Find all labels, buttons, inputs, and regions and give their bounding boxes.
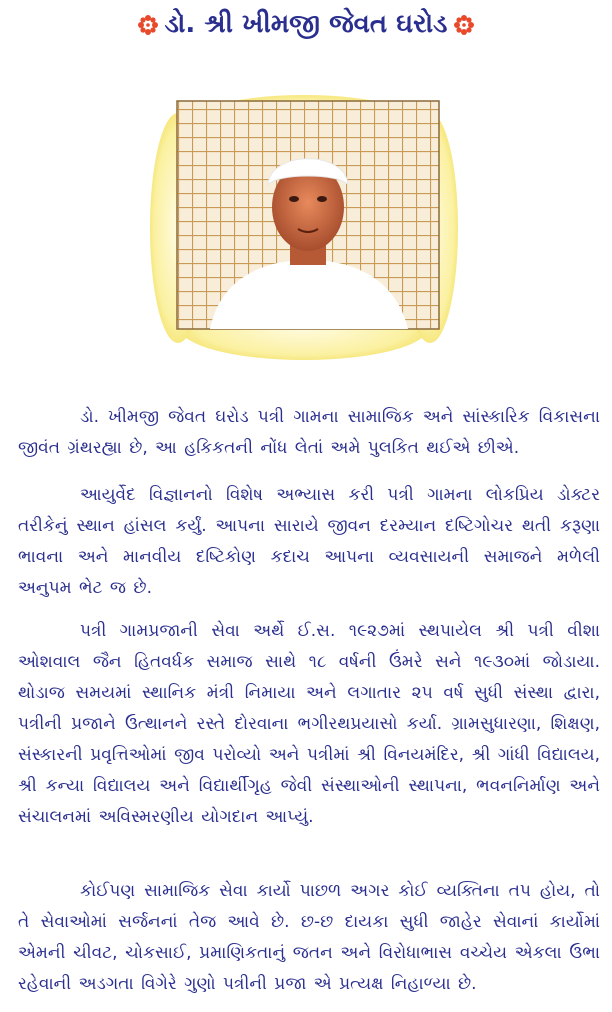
portrait-frame — [150, 95, 458, 360]
paragraph-4: કોઈપણ સામાજિક સેવા કાર્યો પાછળ અગર કોઈ વ્યક્તિના તપ હોય, તો તે સેવાઓમાં સર્જનનાં તેજ આવે છે. છ-છ દાયકા સુધી જાહેર સેવાનાં કાર્યોમાં એમની ચીવટ, ચોકસાઈ, પ્રમાણિકતાનું જતન અને વિરોધાભાસ વચ્ચેય એકલા ઉભા રહેવાની અડગતા વિગેરે ગુણો પત્રીની પ્રજા એ પ્રત્યક્ષ નિહાળ્યા છે. — [18, 881, 600, 994]
paragraph-3: પત્રી ગામપ્રજાની સેવા અર્થે ઈ.સ. ૧૯૨૭માં સ્થપાયેલ શ્રી પત્રી વીશા ઓશવાલ જૈન હિતવર્ધક સમાજ સાથે ૧૮ વર્ષની ઉંમરે સને ૧૯૩૦માં જોડાયા. થોડાજ સમયમાં સ્થાનિક મંત્રી નિમાયા અને લગાતાર ૨૫ વર્ષ સુધી સંસ્થા દ્વારા, પત્રીની પ્રજાને ઉત્થાનને રસ્તે દોરવાના ભગીરથપ્રયાસો કર્યા. ગ્રામસુધારણા, શિક્ષણ, સંસ્કારની પ્રવૃત્તિઓમાં જીવ પરોવ્યો અને પત્રીમાં શ્રી વિનયમંદિર, શ્રી ગાંધી વિદ્યાલય, શ્રી કન્યા વિદ્યાલય અને વિદ્યાર્થીગૃહ જેવી સંસ્થાઓની સ્થાપના, ભવનનિર્માણ અને સંચાલનમાં અવિસ્મરણીય યોગદાન આપ્યું. — [18, 621, 600, 827]
flower-ornament-icon — [453, 14, 475, 36]
title-text: ડો. શ્રી ખીમજી જેવત ઘરોડ — [164, 9, 448, 39]
flower-ornament-icon — [137, 14, 159, 36]
paragraph-2: આયુર્વેદ વિજ્ઞાનનો વિશેષ અભ્યાસ કરી પત્રી ગામના લોકપ્રિય ડોક્ટર તરીકેનું સ્થાન હાંસલ કર્યું. આપના સારાયે જીવન દરમ્યાન દષ્ટિગોચર થતી કરૂણા ભાવના અને માનવીય દષ્ટિકોણ કદાચ આપના વ્યવસાયની સમાજને મળેલી અનુપમ ભેટ જ છે. — [18, 485, 600, 598]
portrait-image — [150, 95, 458, 360]
paragraph-1: ડો. ખીમજી જેવત ઘરોડ પત્રી ગામના સામાજિક અને સાંસ્કારિક વિકાસના જીવંત ગ્રંથરહ્યા છે, આ હકિકતની નોંધ લેતાં અમે પુલકિત થઈએ છીએ. — [18, 407, 600, 458]
page-title — [0, 4, 612, 44]
